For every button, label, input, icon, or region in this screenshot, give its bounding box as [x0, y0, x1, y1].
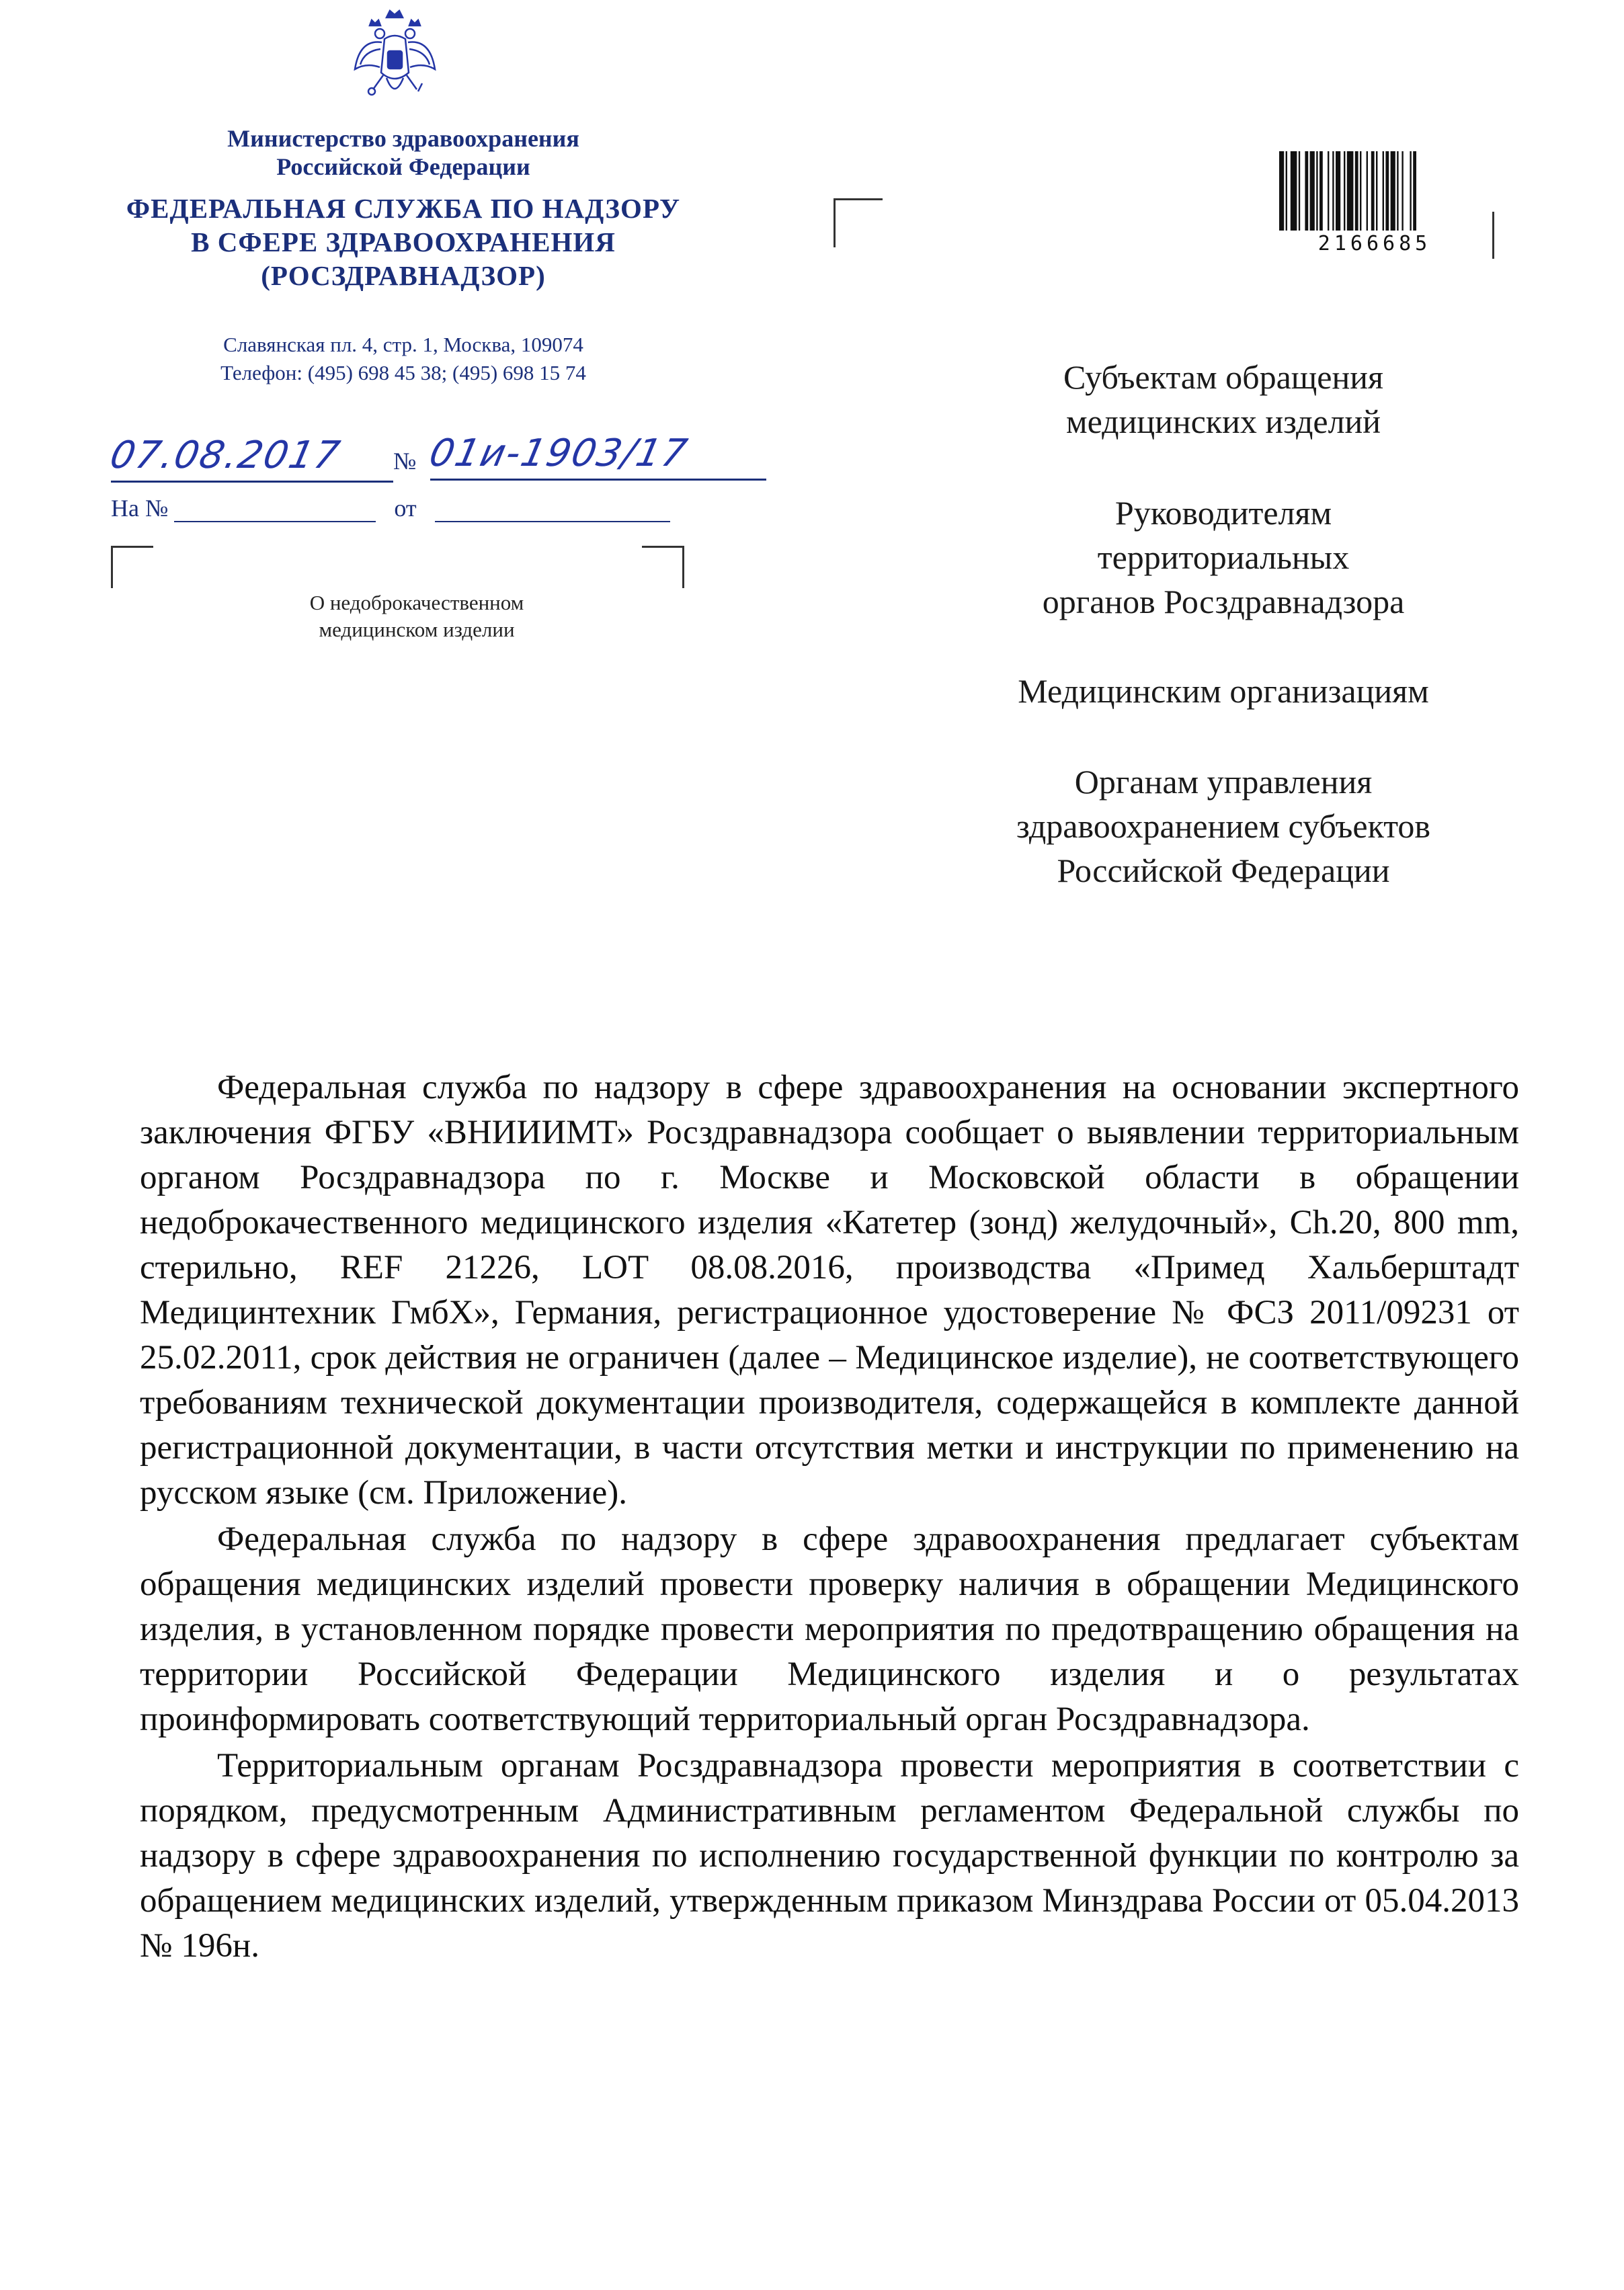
barcode-bar: [1299, 151, 1300, 231]
body-paragraph-3: Территориальным органам Росздравнадзора провести мероприятия в соответствии с порядком, предусмотренным Административным регламентом Федеральной службы по надзору в сфере здравоохранения по исполнению государственной функции по контролю за обращением медицинских изделий, утвержденным приказом Минздрава России от 05.04.2013 № 196н.: [140, 1747, 1519, 1965]
body-paragraph-2: Федеральная служба по надзору в сфере здравоохранения предлагает субъектам обращения медицинских изделий провести проверку наличия в обращении Медицинского изделия, в установленном порядке провести мероприятия по предотвращению обращения на территории Российской Федерации Медицинского изделия и о результатах проинформировать соответствующий территориальный орган Росздравнадзора.: [140, 1520, 1519, 1738]
barcode-bar: [1397, 151, 1398, 231]
addressee-corner-top-right: [1479, 212, 1494, 259]
barcode-bar: [1332, 151, 1334, 231]
addressee-2-line-2: территориальных: [1097, 538, 1350, 576]
barcode-bar: [1371, 151, 1375, 231]
barcode-bar: [1402, 151, 1403, 231]
service-line-2: В СФЕРЕ ЗДРАВООХРАНЕНИЯ: [191, 227, 616, 257]
addressee-1-line-1: Субъектам обращения: [1063, 358, 1383, 396]
addressee-4-line-1: Органам управления: [1074, 763, 1373, 801]
addressee-2-line-3: органов Росздравнадзора: [1042, 583, 1405, 620]
service-address: [121, 331, 686, 387]
barcode-bar: [1316, 151, 1317, 231]
letter-body: [140, 1065, 1519, 1970]
addressee-corner-top-left: [834, 198, 883, 247]
addressee-territorial-heads: [941, 491, 1506, 624]
reference-from-label: от: [394, 495, 417, 522]
barcode-bar: [1320, 151, 1323, 231]
addressee-4-line-2: здравоохранением субъектов: [1016, 807, 1431, 845]
barcode: [1274, 151, 1475, 232]
ministry-line-1: Министерство здравоохранения: [227, 125, 579, 152]
reference-line: [111, 494, 716, 522]
registration-number-value: 01и-1903/17: [425, 432, 692, 475]
subject-line-2: медицинском изделии: [319, 618, 515, 641]
barcode-bar: [1367, 151, 1368, 231]
barcode-bar: [1360, 151, 1361, 231]
reference-label: На №: [111, 495, 169, 522]
service-name: [81, 192, 726, 292]
coat-of-arms-emblem: [350, 5, 440, 113]
reference-date-blank: [435, 495, 670, 522]
body-paragraph-1: Федеральная служба по надзору в сфере здравоохранения на основании экспертного заключения ФГБУ «ВНИИИМТ» Росздравнадзора сообщает о выявлении территориальным органом Росздравнадзора по г. Москве и Московской области в обращении недоброкачественного медицинского изделия «Катетер (зонд) желудочный», Ch.20, 800 mm, стерильно, REF 21226, LOT 08.08.2016, производства «Примед Хальберштадт Медицинтехник ГмбХ», Германия, регистрационное удостоверение № ФСЗ 2011/09231 от 25.02.2011, срок действия не ограничен (далее – Медицинское изделие), не соответствующего требованиям технической документации производителя, содержащейся в комплекте данной регистрационной документации, в части отсутствия метки и инструкции по применению на русском языке (см. Приложение).: [140, 1069, 1519, 1512]
barcode-bar: [1376, 151, 1377, 231]
ministry-line-2: Российской Федерации: [276, 153, 530, 180]
addressee-health-authorities: [941, 760, 1506, 893]
barcode-bar: [1385, 151, 1389, 231]
registration-date: [106, 434, 393, 483]
barcode-bar: [1328, 151, 1329, 231]
address-line-1: Славянская пл. 4, стр. 1, Москва, 109074: [223, 333, 583, 356]
registration-date-value: 07.08.2017: [106, 434, 345, 477]
service-line-3: (РОСЗДРАВНАДЗОР): [261, 260, 546, 291]
barcode-bar: [1305, 151, 1308, 231]
subject-corner-top-left: [111, 546, 153, 588]
barcode-bar: [1383, 151, 1384, 231]
registration-number: [425, 432, 766, 481]
ministry-name: [121, 124, 686, 181]
addressee-2-line-1: Руководителям: [1114, 494, 1332, 532]
subject: [255, 589, 578, 643]
barcode-bar: [1344, 151, 1345, 231]
barcode-bar: [1347, 151, 1354, 231]
address-line-2: Телефон: (495) 698 45 38; (495) 698 15 74: [220, 361, 586, 384]
addressee-4-line-3: Российской Федерации: [1057, 852, 1390, 889]
subject-corner-top-right: [642, 546, 684, 588]
barcode-bar: [1410, 151, 1411, 231]
barcode-bar: [1413, 151, 1416, 231]
barcode-bar: [1336, 151, 1340, 231]
barcode-bar: [1279, 151, 1284, 231]
reference-number-blank: [174, 495, 376, 522]
barcode-bar: [1286, 151, 1287, 231]
barcode-number: 2166685: [1317, 232, 1432, 255]
addressee-device-subjects: [941, 355, 1506, 444]
subject-line-1: О недоброкачественном: [309, 591, 524, 614]
service-line-1: ФЕДЕРАЛЬНАЯ СЛУЖБА ПО НАДЗОРУ: [126, 193, 681, 224]
registration-number-label: №: [393, 448, 417, 475]
barcode-bar: [1310, 151, 1315, 231]
addressee-medical-organizations: [941, 669, 1506, 713]
barcode-bar: [1355, 151, 1358, 231]
barcode-bar: [1291, 151, 1297, 231]
addressee-1-line-2: медицинских изделий: [1065, 403, 1381, 440]
addressee-3-line-1: Медицинским организациям: [1018, 672, 1429, 710]
barcode-bar: [1391, 151, 1395, 231]
